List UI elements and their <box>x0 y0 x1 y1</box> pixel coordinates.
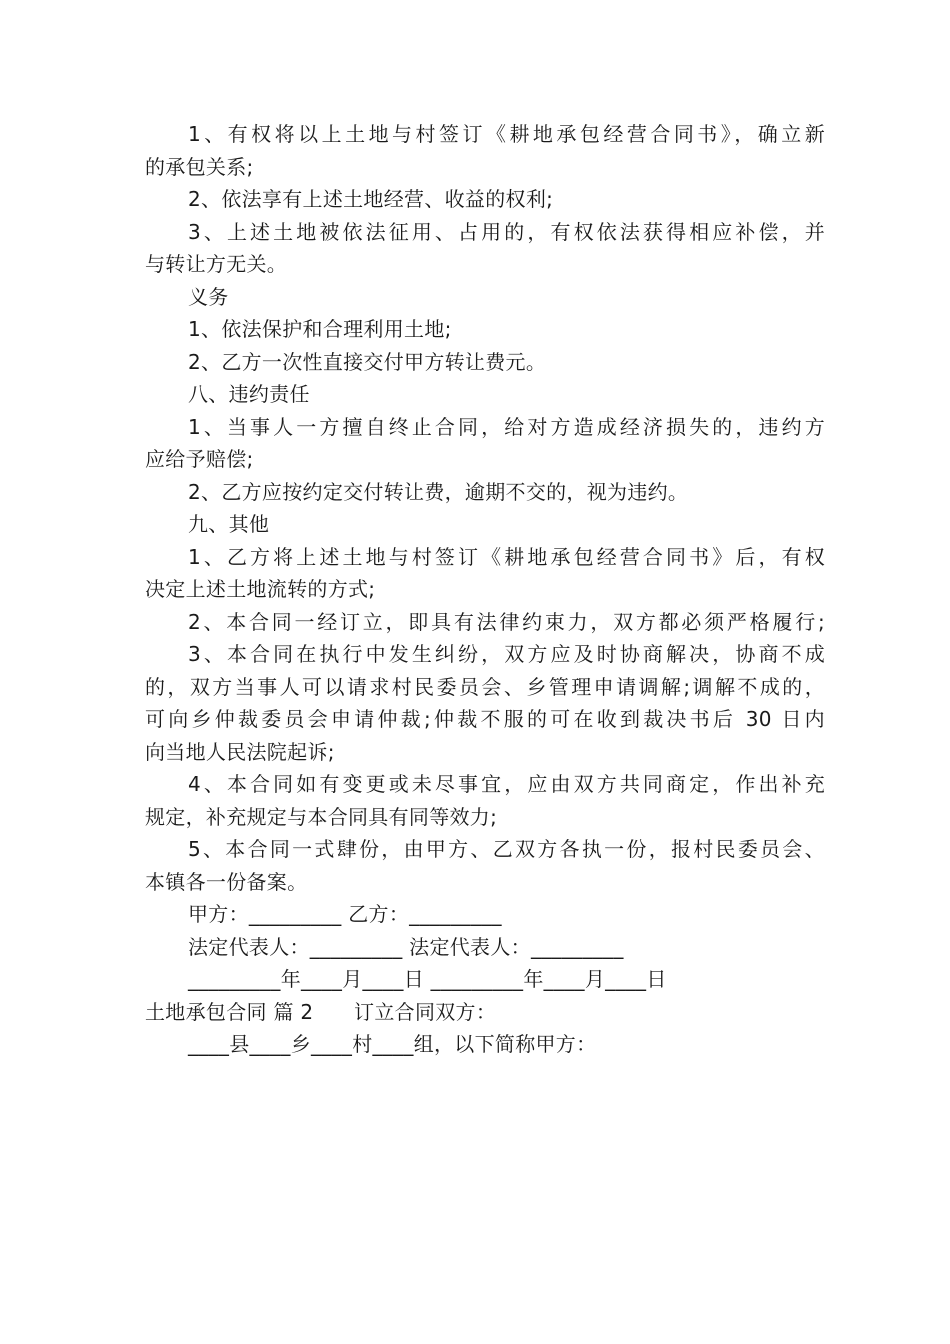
text-line: 2、乙方一次性直接交付甲方转让费元。 <box>188 349 547 374</box>
text-line: 规定，补充规定与本合同具有同等效力; <box>145 804 498 829</box>
text-line: 1、有权将以上土地与村签订《耕地承包经营合同书》，确立新 <box>188 122 825 146</box>
text-line: 法定代表人：_________ 法定代表人：_________ <box>188 934 624 959</box>
text-line: 2、本合同一经订立，即具有法律约束力，双方都必须严格履行; <box>188 609 825 634</box>
text-line: 应给予赔偿; <box>145 447 254 471</box>
text-line: 甲方：_________ 乙方：_________ <box>188 902 502 926</box>
text-line: 的承包关系; <box>145 154 254 179</box>
text-line: 1、当事人一方擅自终止合同，给对方造成经济损失的，违约方 <box>188 414 825 439</box>
text-line: 的，双方当事人可以请求村民委员会、乡管理申请调解;调解不成的， <box>145 674 825 699</box>
text-line: 3、本合同在执行中发生纠纷，双方应及时协商解决，协商不成 <box>188 642 825 666</box>
text-line: 可向乡仲裁委员会申请仲裁;仲裁不服的可在收到裁决书后 30 日内 <box>145 707 825 731</box>
text-line: 与转让方无关。 <box>145 252 288 276</box>
text-line: 4、本合同如有变更或未尽事宜，应由双方共同商定，作出补充 <box>188 772 825 796</box>
text-line: 本镇各一份备案。 <box>145 869 308 894</box>
text-line: _________年____月____日 _________年____月____日 <box>188 967 667 991</box>
text-line: 1、依法保护和合理利用土地; <box>188 317 452 341</box>
text-line: 5、本合同一式肆份，由甲方、乙双方各执一份，报村民委员会、 <box>188 837 825 861</box>
text-line: 土地承包合同 篇 2 订立合同双方： <box>145 999 497 1024</box>
text-line: 决定上述土地流转的方式; <box>145 577 376 601</box>
text-line: 2、乙方应按约定交付转让费，逾期不交的，视为违约。 <box>188 479 689 504</box>
text-line: 八、违约责任 <box>188 382 310 406</box>
document-body <box>145 118 825 1061</box>
text-line: 九、其他 <box>188 512 270 536</box>
text-line: 3、上述土地被依法征用、占用的，有权依法获得相应补偿，并 <box>188 219 825 244</box>
text-line: 1、乙方将上述土地与村签订《耕地承包经营合同书》后，有权 <box>188 544 825 569</box>
text-line: 向当地人民法院起诉; <box>145 739 335 764</box>
text-line: 义务 <box>188 284 229 309</box>
text-line: ____县____乡____村____组，以下简称甲方： <box>188 1032 597 1056</box>
text-line: 2、依法享有上述土地经营、收益的权利; <box>188 187 554 211</box>
